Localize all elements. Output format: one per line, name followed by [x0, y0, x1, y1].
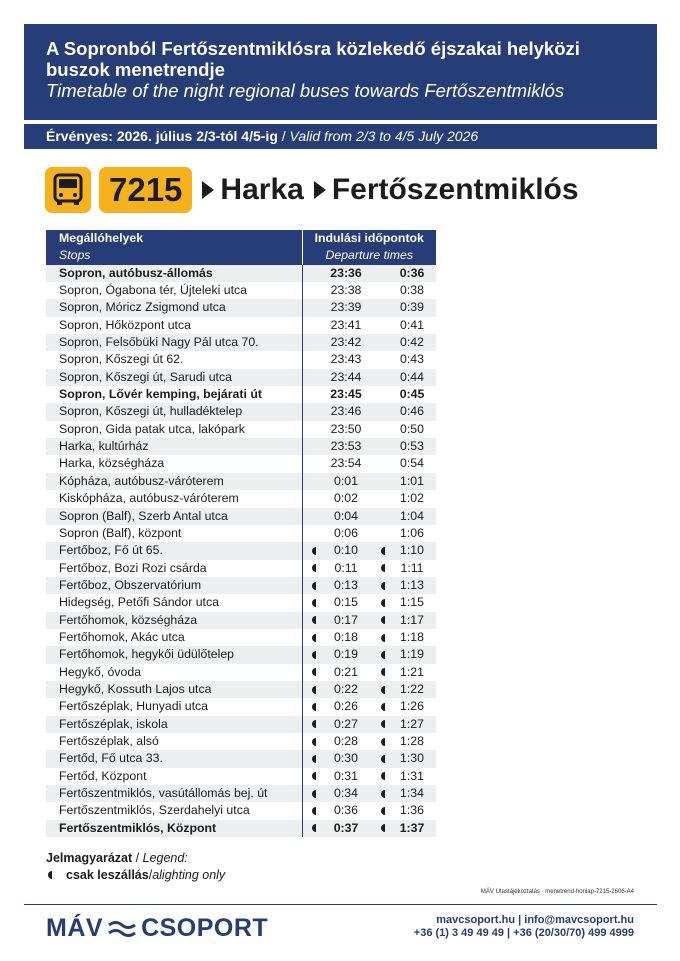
- half-circle-icon: [312, 720, 316, 728]
- mark-cell-1: [302, 577, 320, 594]
- mark-cell-2: [372, 681, 388, 698]
- mark-cell-1: [302, 525, 320, 542]
- stop-name: Fertőszentmiklós, vasútállomás bej. út: [46, 785, 302, 802]
- departure-time-1: 23:41: [330, 317, 362, 332]
- legend-title-hu: Jelmagyarázat: [46, 851, 133, 865]
- table-row: [46, 438, 436, 455]
- departure-time-1: 0:30: [320, 750, 372, 767]
- half-circle-icon: [381, 651, 385, 659]
- departure-time-2: 1:26: [400, 699, 424, 714]
- route-destination: Fertőszentmiklós: [331, 173, 579, 206]
- table-row: [46, 265, 436, 282]
- logo-wave-icon: [107, 918, 137, 940]
- table-row: [46, 299, 436, 316]
- mark-cell-1: [302, 438, 320, 455]
- table-row: [46, 577, 436, 594]
- mark-cell-1: [302, 594, 320, 611]
- departure-time-1: 0:04: [320, 508, 372, 525]
- stop-name: Fertőboz, Obszervatórium: [46, 577, 302, 594]
- mark-cell-2: [372, 768, 388, 785]
- mark-cell-2: [372, 629, 388, 646]
- departure-time-2: 1:15: [400, 595, 424, 610]
- departure-time-2: 1:37: [388, 820, 436, 837]
- half-circle-icon: [312, 703, 316, 711]
- title-banner: [24, 24, 657, 120]
- mark-cell-2: [372, 403, 388, 420]
- logo-right-text: CSOPORT: [141, 914, 269, 942]
- table-row: [46, 334, 436, 351]
- mark-cell-2: [372, 282, 388, 299]
- mark-cell-2: [372, 299, 388, 316]
- stop-name: Sopron, Kőszegi út, Sarudi utca: [46, 369, 302, 386]
- mark-cell-1: [302, 542, 320, 559]
- departure-time-2: 1:17: [388, 612, 436, 629]
- departure-time-2: 0:41: [400, 317, 424, 332]
- half-circle-icon: [312, 564, 316, 572]
- departures-header-hu: Indulási időpontok: [302, 230, 436, 247]
- departure-time-1: 0:36: [334, 803, 358, 818]
- route-heading: [45, 165, 579, 215]
- departure-time-2: 0:36: [388, 265, 436, 282]
- departure-time-2: 0:42: [388, 334, 436, 351]
- stop-name: Sopron, autóbusz-állomás: [46, 265, 302, 282]
- mark-cell-1: [302, 490, 320, 507]
- mav-logo: [46, 914, 268, 943]
- departure-time-2: 0:44: [388, 369, 436, 386]
- table-row: [46, 594, 436, 611]
- half-circle-icon: [312, 824, 316, 832]
- document-code: MÁV Utastájékoztatás · menetrend-honlap-7215-2606-A4: [480, 889, 634, 895]
- half-circle-icon: [381, 616, 385, 624]
- contact-phone: +36 (1) 3 49 49 49 | +36 (20/30/70) 499 4999: [413, 927, 634, 939]
- mark-cell-1: [302, 455, 320, 472]
- mark-cell-1: [302, 265, 320, 282]
- mark-cell-2: [372, 802, 388, 819]
- departure-time-1: 0:06: [334, 525, 358, 540]
- departure-time-1: 23:44: [320, 369, 372, 386]
- legend-separator: /: [132, 851, 143, 865]
- departure-time-2: 1:02: [400, 491, 424, 506]
- footer-divider: [24, 904, 657, 905]
- stop-name: Fertőboz, Bozi Rozi csárda: [46, 560, 302, 577]
- arrow-right-icon: [202, 181, 214, 199]
- departure-time-1: 0:37: [320, 820, 372, 837]
- contact-info: [414, 914, 634, 940]
- stop-name: Hegykő, óvoda: [46, 664, 302, 681]
- table-row: [46, 508, 436, 525]
- stop-name: Fertőboz, Fő út 65.: [46, 542, 302, 559]
- table-row: [46, 750, 436, 767]
- mark-cell-2: [372, 785, 388, 802]
- table-row: [46, 629, 436, 646]
- table-row: [46, 612, 436, 629]
- mark-cell-2: [372, 386, 388, 403]
- title-hungarian: A Sopronból Fertőszentmiklósra közlekedő éjszakai helyközi buszok menetrendje: [46, 38, 580, 80]
- departure-time-2: 1:18: [400, 629, 424, 644]
- half-circle-icon: [381, 686, 385, 694]
- departure-time-2: 1:36: [400, 803, 424, 818]
- validity-bar: [24, 124, 657, 149]
- timetable: [46, 230, 436, 837]
- table-row: [46, 681, 436, 698]
- half-circle-icon: [312, 755, 316, 763]
- bus-icon: [45, 167, 91, 213]
- stop-name: Harka, kultúrház: [46, 438, 302, 455]
- half-circle-icon: [381, 668, 385, 676]
- half-circle-icon: [312, 547, 316, 555]
- departure-time-2: 0:43: [400, 352, 424, 367]
- departure-time-2: 1:06: [400, 525, 424, 540]
- logo-left-text: MÁV: [46, 914, 104, 942]
- stop-name: Kópháza, autóbusz-váróterem: [46, 473, 302, 490]
- mark-cell-1: [302, 386, 320, 403]
- departure-time-1: 0:26: [334, 699, 358, 714]
- mark-cell-2: [372, 525, 388, 542]
- stop-name: Fertőd, Fő utca 33.: [46, 750, 302, 767]
- table-row: [46, 820, 436, 837]
- departure-time-1: 23:50: [330, 421, 362, 436]
- half-circle-icon: [48, 871, 52, 879]
- stop-name: Fertőszéplak, iskola: [46, 716, 302, 733]
- half-circle-icon: [381, 755, 385, 763]
- departure-time-1: 0:15: [334, 595, 358, 610]
- table-row: [46, 369, 436, 386]
- stop-name: Fertőhomok, Akác utca: [46, 629, 302, 646]
- departure-time-1: 23:39: [320, 299, 372, 316]
- half-circle-icon: [312, 668, 316, 676]
- mark-cell-1: [302, 802, 320, 819]
- half-circle-icon: [381, 807, 385, 815]
- mark-cell-1: [302, 508, 320, 525]
- mark-cell-2: [372, 594, 388, 611]
- legend-item-hu: csak leszállás: [66, 868, 149, 882]
- departure-time-1: 23:54: [330, 456, 362, 471]
- stop-name: Fertőszéplak, alsó: [46, 733, 302, 750]
- half-circle-icon: [312, 790, 316, 798]
- half-circle-icon: [381, 547, 385, 555]
- mark-cell-2: [372, 577, 388, 594]
- stop-name: Sopron, Felsőbüki Nagy Pál utca 70.: [46, 334, 302, 351]
- table-row: [46, 317, 436, 334]
- half-circle-icon: [312, 738, 316, 746]
- departure-time-1: 23:42: [320, 334, 372, 351]
- table-row: [46, 646, 436, 663]
- mark-cell-2: [372, 490, 388, 507]
- table-row: [46, 785, 436, 802]
- table-row: [46, 490, 436, 507]
- mark-cell-1: [302, 785, 320, 802]
- half-circle-icon: [312, 807, 316, 815]
- route-number: 7215: [99, 167, 192, 213]
- mark-cell-2: [372, 334, 388, 351]
- table-row: [46, 282, 436, 299]
- table-row: [46, 768, 436, 785]
- stop-name: Hegykő, Kossuth Lajos utca: [46, 681, 302, 698]
- validity-english: Valid from 2/3 to 4/5 July 2026: [289, 128, 479, 144]
- mark-cell-1: [302, 629, 320, 646]
- half-circle-icon: [312, 599, 316, 607]
- departure-time-1: 23:46: [320, 403, 372, 420]
- mark-cell-1: [302, 698, 320, 715]
- half-circle-icon: [381, 634, 385, 642]
- departure-time-1: 0:10: [320, 542, 372, 559]
- departure-time-1: 0:11: [334, 560, 358, 575]
- table-row: [46, 560, 436, 577]
- departure-time-2: 0:53: [388, 438, 436, 455]
- half-circle-icon: [312, 616, 316, 624]
- mark-cell-2: [372, 438, 388, 455]
- departure-time-2: 0:54: [400, 456, 424, 471]
- legend: [46, 850, 225, 883]
- stop-name: Hidegség, Petőfi Sándor utca: [46, 594, 302, 611]
- half-circle-icon: [312, 582, 316, 590]
- mark-cell-2: [372, 317, 388, 334]
- table-row: [46, 525, 436, 542]
- validity-separator: /: [277, 128, 290, 144]
- table-subheader-row: [46, 247, 436, 264]
- mark-cell-1: [302, 299, 320, 316]
- contact-web-email: mavcsoport.hu | info@mavcsoport.hu: [436, 914, 634, 926]
- departure-time-1: 0:19: [320, 646, 372, 663]
- table-header-row: [46, 230, 436, 247]
- stop-name: Fertőhomok, hegykői üdülőtelep: [46, 646, 302, 663]
- departure-time-1: 0:22: [320, 681, 372, 698]
- half-circle-icon: [381, 720, 385, 728]
- mark-cell-2: [372, 508, 388, 525]
- table-row: [46, 802, 436, 819]
- title-english: Timetable of the night regional buses towards Fertőszentmiklós: [46, 80, 565, 101]
- half-circle-icon: [381, 824, 385, 832]
- departure-time-1: 0:17: [320, 612, 372, 629]
- mark-cell-1: [302, 612, 320, 629]
- mark-cell-2: [372, 820, 388, 837]
- stop-name: Sopron, Hőközpont utca: [46, 317, 302, 334]
- stop-name: Kiskópháza, autóbusz-váróterem: [46, 490, 302, 507]
- table-row: [46, 351, 436, 368]
- table-row: [46, 698, 436, 715]
- half-circle-icon: [381, 703, 385, 711]
- mark-cell-2: [372, 369, 388, 386]
- route-via: Harka: [220, 173, 304, 206]
- departure-time-1: 0:18: [334, 629, 358, 644]
- arrow-right-icon: [314, 181, 326, 199]
- table-row: [46, 403, 436, 420]
- mark-cell-1: [302, 664, 320, 681]
- mark-cell-1: [302, 403, 320, 420]
- departure-time-1: 0:34: [320, 785, 372, 802]
- mark-cell-1: [302, 334, 320, 351]
- departure-time-2: 0:39: [388, 299, 436, 316]
- table-row: [46, 473, 436, 490]
- mark-cell-2: [372, 750, 388, 767]
- departure-time-2: 1:01: [388, 473, 436, 490]
- half-circle-icon: [381, 582, 385, 590]
- stop-name: Sopron (Balf), Szerb Antal utca: [46, 508, 302, 525]
- departure-time-2: 1:22: [388, 681, 436, 698]
- departure-time-2: 1:11: [400, 560, 424, 575]
- departure-time-1: 23:53: [320, 438, 372, 455]
- departure-time-2: 1:21: [400, 664, 424, 679]
- legend-item-separator: /: [148, 868, 153, 882]
- table-row: [46, 716, 436, 733]
- departure-time-1: 0:31: [334, 768, 358, 783]
- departures-header-en: Departure times: [302, 247, 436, 264]
- half-circle-icon: [381, 772, 385, 780]
- mark-cell-2: [372, 716, 388, 733]
- departure-time-2: 1:28: [400, 733, 424, 748]
- validity-hungarian: Érvényes: 2026. július 2/3-tól 4/5-ig: [46, 128, 278, 144]
- departure-time-2: 0:50: [400, 421, 424, 436]
- departure-time-1: 23:45: [330, 387, 362, 402]
- mark-cell-2: [372, 351, 388, 368]
- stops-header-en: Stops: [46, 247, 302, 264]
- mark-cell-2: [372, 733, 388, 750]
- legend-item-en: alighting only: [152, 868, 226, 882]
- stop-name: Sopron, Móricz Zsigmond utca: [46, 299, 302, 316]
- stops-header-hu: Megállóhelyek: [46, 230, 302, 247]
- stop-name: Sopron, Kőszegi út 62.: [46, 351, 302, 368]
- departure-time-1: 0:13: [320, 577, 372, 594]
- departure-time-2: 1:27: [388, 716, 436, 733]
- stop-name: Sopron, Gida patak utca, lakópark: [46, 421, 302, 438]
- mark-cell-1: [302, 560, 320, 577]
- table-row: [46, 664, 436, 681]
- mark-cell-1: [302, 820, 320, 837]
- mark-cell-2: [372, 560, 388, 577]
- stop-name: Sopron, Lővér kemping, bejárati út: [46, 386, 302, 403]
- mark-cell-1: [302, 369, 320, 386]
- stop-name: Harka, községháza: [46, 455, 302, 472]
- departure-time-2: 1:19: [388, 646, 436, 663]
- half-circle-icon: [312, 634, 316, 642]
- mark-cell-1: [302, 473, 320, 490]
- mark-cell-1: [302, 421, 320, 438]
- departure-time-2: 0:45: [399, 387, 425, 402]
- departure-time-2: 1:04: [388, 508, 436, 525]
- departure-time-2: 1:10: [388, 542, 436, 559]
- stop-name: Sopron, Kőszegi út, hulladéktelep: [46, 403, 302, 420]
- table-row: [46, 542, 436, 559]
- departure-time-2: 1:30: [388, 750, 436, 767]
- departure-time-1: 0:21: [334, 664, 358, 679]
- mark-cell-2: [372, 612, 388, 629]
- stop-name: Fertőszéplak, Hunyadi utca: [46, 698, 302, 715]
- departure-time-1: 0:27: [320, 716, 372, 733]
- half-circle-icon: [381, 738, 385, 746]
- mark-cell-2: [372, 646, 388, 663]
- departure-time-1: 0:28: [334, 733, 358, 748]
- mark-cell-1: [302, 351, 320, 368]
- departure-time-1: 23:43: [330, 352, 362, 367]
- stop-name: Fertőd, Központ: [46, 768, 302, 785]
- departure-time-1: 23:38: [330, 283, 362, 298]
- stop-name: Fertőhomok, községháza: [46, 612, 302, 629]
- mark-cell-2: [372, 664, 388, 681]
- mark-cell-1: [302, 646, 320, 663]
- departure-time-2: 1:34: [388, 785, 436, 802]
- mark-cell-1: [302, 716, 320, 733]
- departure-time-1: 23:36: [320, 265, 372, 282]
- departure-time-2: 1:13: [388, 577, 436, 594]
- table-row: [46, 421, 436, 438]
- stop-name: Fertőszentmiklós, Szerdahelyi utca: [46, 802, 302, 819]
- half-circle-icon: [381, 599, 385, 607]
- mark-cell-1: [302, 681, 320, 698]
- table-row: [46, 455, 436, 472]
- half-circle-icon: [312, 651, 316, 659]
- half-circle-icon: [381, 564, 385, 572]
- departure-time-2: 0:46: [388, 403, 436, 420]
- departure-time-1: 0:02: [334, 491, 358, 506]
- legend-title-en: Legend:: [142, 851, 188, 865]
- mark-cell-1: [302, 750, 320, 767]
- departure-time-2: 1:31: [400, 768, 424, 783]
- mark-cell-1: [302, 733, 320, 750]
- mark-cell-2: [372, 698, 388, 715]
- half-circle-icon: [312, 686, 316, 694]
- mark-cell-2: [372, 421, 388, 438]
- half-circle-icon: [381, 790, 385, 798]
- departure-time-2: 0:38: [400, 283, 424, 298]
- stop-name: Sopron (Balf), központ: [46, 525, 302, 542]
- table-row: [46, 733, 436, 750]
- mark-cell-1: [302, 768, 320, 785]
- departure-time-1: 0:01: [320, 473, 372, 490]
- mark-cell-1: [302, 282, 320, 299]
- stop-name: Sopron, Ógabona tér, Újteleki utca: [46, 282, 302, 299]
- table-row: [46, 386, 436, 403]
- half-circle-icon: [312, 772, 316, 780]
- mark-cell-2: [372, 265, 388, 282]
- mark-cell-2: [372, 542, 388, 559]
- mark-cell-2: [372, 455, 388, 472]
- mark-cell-2: [372, 473, 388, 490]
- stop-name: Fertőszentmiklós, Központ: [46, 820, 302, 837]
- mark-cell-1: [302, 317, 320, 334]
